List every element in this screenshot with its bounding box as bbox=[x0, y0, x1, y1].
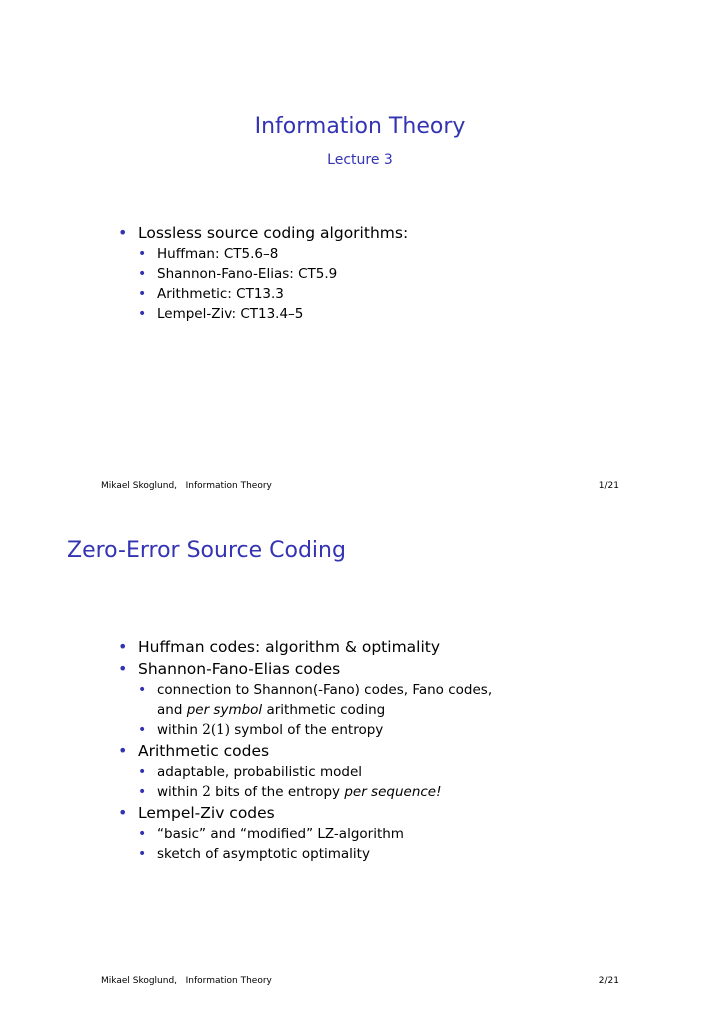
bullet-text: Lempel-Ziv codes bbox=[138, 804, 275, 822]
slide-2-bullet-list bbox=[118, 636, 492, 864]
bullet-item bbox=[118, 658, 492, 740]
text-span: within bbox=[157, 722, 203, 738]
emphasis-text: per sequence! bbox=[344, 784, 442, 800]
bullet-item bbox=[118, 740, 492, 802]
sub-bullet-item: • Lempel-Ziv: CT13.4–5 bbox=[138, 304, 408, 324]
sub-bullet-line bbox=[157, 700, 492, 720]
sub-bullet-list bbox=[138, 762, 492, 802]
sub-bullet-list bbox=[138, 680, 492, 740]
sub-bullet-list bbox=[138, 824, 492, 864]
sub-bullet-item: • “basic” and “modified” LZ-algorithm bbox=[138, 824, 492, 844]
sub-bullet-item: • adaptable, probabilistic model bbox=[138, 762, 492, 782]
slide-1 bbox=[0, 0, 720, 500]
sub-bullet-item: • sketch of asymptotic optimality bbox=[138, 844, 492, 864]
sub-bullet-line: • connection to Shannon(-Fano) codes, Fano codes, bbox=[157, 682, 493, 698]
footer-page-number: 2/21 bbox=[598, 976, 619, 986]
sub-bullet-item: • Arithmetic: CT13.3 bbox=[138, 284, 408, 304]
footer-author-course bbox=[101, 976, 272, 986]
footer-author-course bbox=[101, 481, 272, 491]
sub-bullet-list bbox=[138, 244, 408, 324]
text-span: arithmetic coding bbox=[262, 702, 386, 718]
slide-1-bullet-list bbox=[118, 222, 408, 324]
bullet-text: Huffman codes: algorithm & optimality bbox=[138, 638, 441, 656]
bullet-item bbox=[118, 222, 408, 324]
slide-1-title: Information Theory bbox=[254, 114, 466, 139]
bullet-item bbox=[118, 636, 492, 658]
bullet-text: Arithmetic codes bbox=[138, 742, 270, 760]
bullet-item bbox=[118, 802, 492, 864]
math-expression: 2(1) bbox=[202, 722, 230, 738]
emphasis-text: per symbol bbox=[186, 702, 263, 718]
sub-bullet-item: • Shannon-Fano-Elias: CT5.9 bbox=[138, 264, 408, 284]
sub-bullet-item bbox=[138, 782, 492, 802]
footer-author: Mikael Skoglund, bbox=[101, 976, 178, 986]
footer-page-number: 1/21 bbox=[598, 481, 619, 491]
text-span: and bbox=[157, 702, 187, 718]
slide-2-title: Zero-Error Source Coding bbox=[67, 538, 346, 563]
text-span: symbol of the entropy bbox=[229, 722, 384, 738]
bullet-text: Lossless source coding algorithms: bbox=[138, 224, 409, 242]
sub-bullet-item: • Huffman: CT5.6–8 bbox=[138, 244, 408, 264]
slide-2 bbox=[0, 509, 720, 1009]
text-span: within bbox=[157, 784, 203, 800]
footer-course: Information Theory bbox=[185, 481, 272, 491]
footer-author: Mikael Skoglund, bbox=[101, 481, 178, 491]
slide-1-subtitle: Lecture 3 bbox=[327, 152, 393, 168]
footer-course: Information Theory bbox=[185, 976, 272, 986]
text-span: bits of the entropy bbox=[210, 784, 345, 800]
sub-bullet-item bbox=[138, 680, 492, 720]
bullet-text: Shannon-Fano-Elias codes bbox=[138, 660, 341, 678]
sub-bullet-item bbox=[138, 720, 492, 740]
math-expression: 2 bbox=[202, 784, 211, 800]
